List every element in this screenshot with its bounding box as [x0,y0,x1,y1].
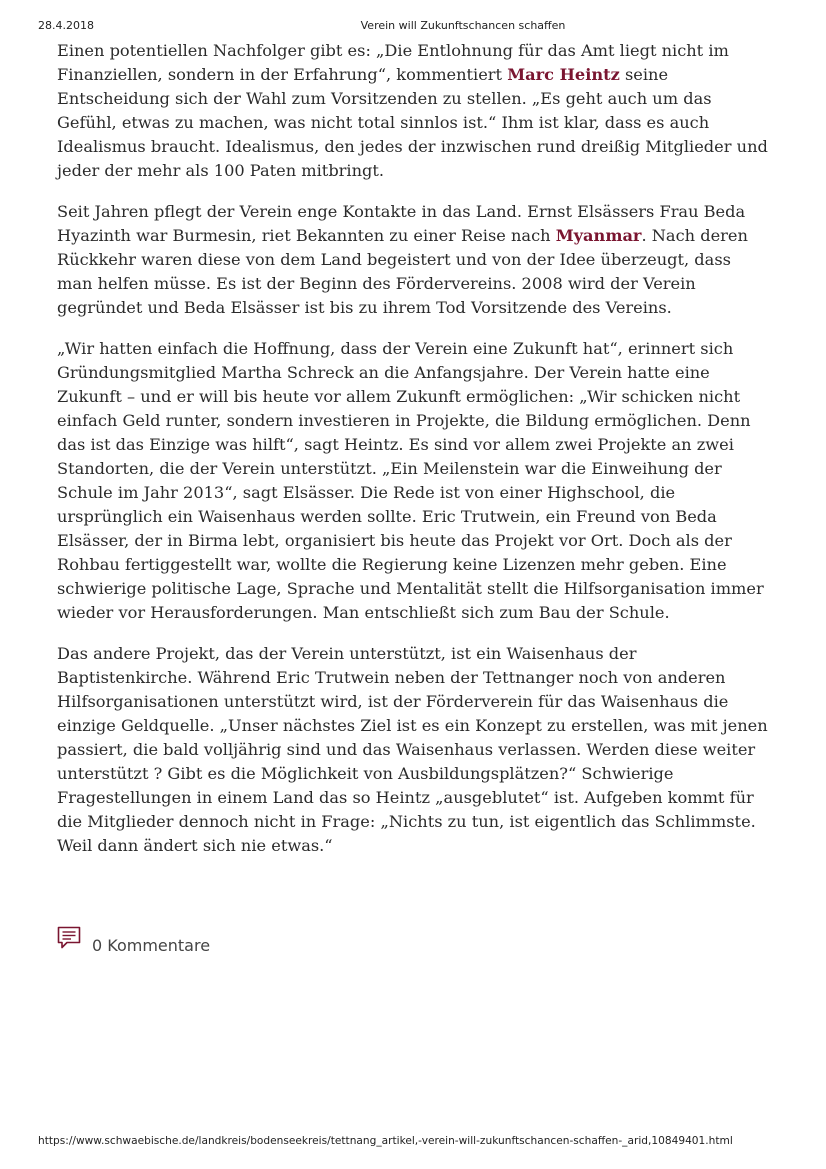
print-footer-url: https://www.schwaebische.de/landkreis/bodenseekreis/tettnang_artikel,-verein-will-zukunftschancen-schaffen-_arid,10849401.html [38,1135,733,1147]
print-title: Verein will Zukunftschancen schaffen [360,19,566,32]
article-body [57,39,769,875]
paragraph-1-text-end: seine Entscheidung sich der Wahl zum Vorsitzenden zu stellen. „Es geht auch um das Gefühl, etwas zu machen, was nicht total sinnlos ist.“ Ihm ist klar, dass es auch Idealismus braucht. Idealismus, den jedes der inzwischen rund dreißig Mitglieder und jeder der mehr als 100 Paten mitbringt. [57,65,768,180]
comment-icon[interactable] [57,926,83,952]
comments-count-label[interactable]: 0 Kommentare [92,936,211,955]
paragraph-1 [57,39,769,183]
paragraph-4: Das andere Projekt, das der Verein unterstützt, ist ein Waisenhaus der Baptistenkirche. Während Eric Trutwein neben der Tettnanger noch von anderen Hilfsorganisationen unterstützt wird, ist der Förderverein für das Waisenhaus die einzige Geldquelle. „Unser nächstes Ziel ist es ein Konzept zu erstellen, was mit jenen passiert, die bald volljährig sind und das Waisenhaus verlassen. Werden diese weiter unterstützt ? Gibt es die Möglichkeit von Ausbildungsplätzen?“ Schwierige Fragestellungen in einem Land das so Heintz „ausgeblutet“ ist. Aufgeben kommt für die Mitglieder dennoch nicht in Frage: „Nichts zu tun, ist eigentlich das Schlimmste. Weil dann ändert sich nie etwas.“ [57,644,768,855]
paragraph-2-text-end: . Nach deren Rückkehr waren diese von dem Land begeistert und von der Idee überzeugt, dass man helfen müsse. Es ist der Beginn des Fördervereins. 2008 wird der Verein gegründet und Beda Elsässer ist bis zu ihrem Tod Vorsitzende des Vereins. [57,226,748,317]
marc-heintz-link[interactable]: Marc Heintz [507,65,620,84]
paragraph-2 [57,200,769,320]
comments-link[interactable] [57,926,210,958]
paragraph-1-text-start: Einen potentiellen Nachfolger gibt es: „Die Entlohnung für das Amt liegt nicht im Finanziellen, sondern in der Erfahrung“, kommentiert [57,41,729,84]
print-date: 28.4.2018 [38,19,94,32]
paragraph-3: „Wir hatten einfach die Hoffnung, dass der Verein eine Zukunft hat“, erinnert sich Gründungsmitglied Martha Schreck an die Anfangsjahre. Der Verein hatte eine Zukunft – und er will bis heute vor allem Zukunft ermöglichen: „Wir schicken nicht einfach Geld runter, sondern investieren in Projekte, die Bildung ermöglichen. Denn das ist das Einzige was hilft“, sagt Heintz. Es sind vor allem zwei Projekte an zwei Standorten, die der Verein unterstützt. „Ein Meilenstein war die Einweihung der Schule im Jahr 2013“, sagt Elsässer. Die Rede ist von einer Highschool, die ursprünglich ein Waisenhaus werden sollte. Eric Trutwein, ein Freund von Beda Elsässer, der in Birma lebt, organisiert bis heute das Projekt vor Ort. Doch als der Rohbau fertiggestellt war, wollte die Regierung keine Lizenzen mehr geben. Eine schwierige politische Lage, Sprache und Mentalität stellt die Hilfsorganisation immer wieder vor Herausforderungen. Man entschließt sich zum Bau der Schule. [57,339,764,622]
print-header [0,19,826,35]
myanmar-link[interactable]: Myanmar [555,226,642,245]
paragraph-2-text-start: Seit Jahren pflegt der Verein enge Kontakte in das Land. Ernst Elsässers Frau Beda Hyazinth war Burmesin, riet Bekannten zu einer Reise nach [57,202,746,245]
comment-icon-svg [57,926,83,952]
